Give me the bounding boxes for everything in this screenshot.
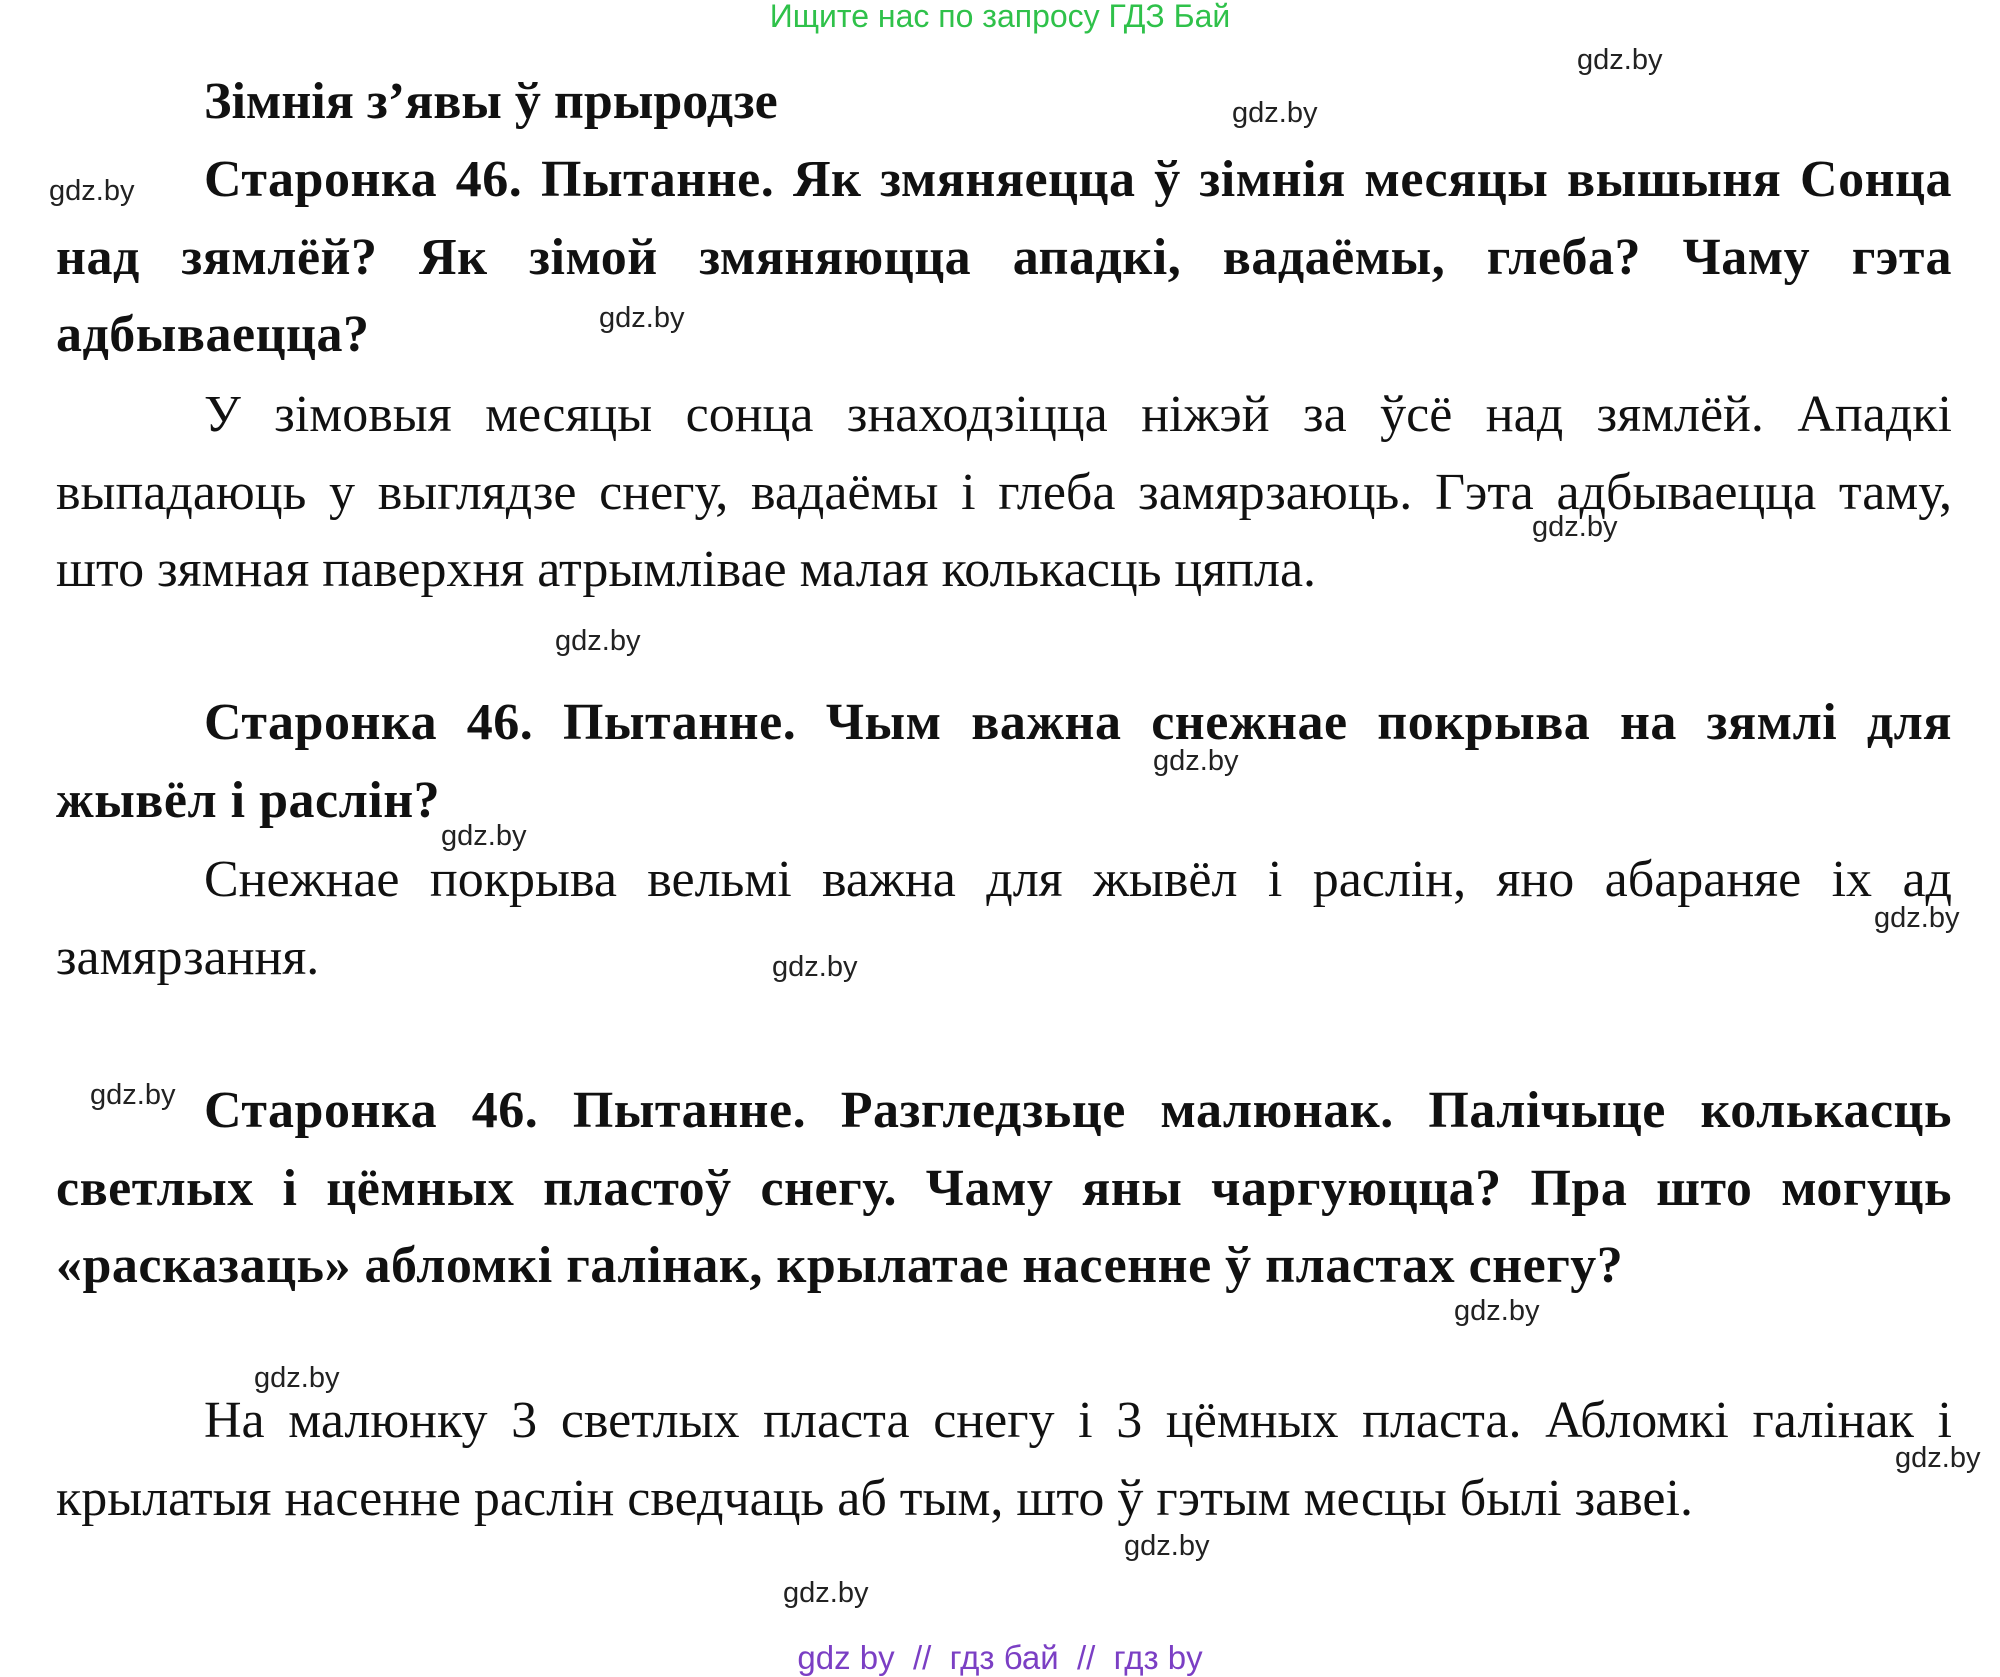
watermark: gdz.by (254, 1362, 340, 1394)
watermark: gdz.by (1454, 1295, 1540, 1327)
answer-3: На малюнку 3 светлых пласта снегу і 3 цёмных пласта. Абломкі галінак і крылатыя насенне раслін сведчаць аб тым, што ў гэтым месцы былі завеі. (56, 1392, 1952, 1527)
question-2: Старонка 46. Пытанне. Чым важна снежнае покрыва на зямлі для жывёл і раслін? (56, 694, 1952, 829)
top-banner: Ищите нас по запросу ГДЗ Бай (769, 0, 1231, 34)
watermark: gdz.by (49, 175, 135, 207)
footer-links: gdz by // гдз бай // гдз by (797, 1639, 1203, 1676)
watermark: gdz.by (555, 625, 641, 657)
watermark: gdz.by (90, 1079, 176, 1111)
watermark: gdz.by (1895, 1442, 1981, 1474)
watermark: gdz.by (1124, 1530, 1210, 1562)
watermark: gdz.by (783, 1577, 869, 1609)
watermark: gdz.by (1232, 97, 1318, 129)
answer-1: У зімовыя месяцы сонца знаходзіцца ніжэй за ўсё над зямлёй. Ападкі выпадаюць у выглядзе снегу, вадаёмы і глеба замярзаюць. Гэта адбываецца таму, што зямная паверхня атрымлівае малая колькасць цяпла. (56, 386, 1952, 598)
answer-2: Снежнае покрыва вельмі важна для жывёл і раслін, яно абараняе іх ад замярзання. (56, 851, 1952, 986)
page-title: Зімнія з’явы ў прыродзе (204, 73, 778, 130)
watermark: gdz.by (1153, 745, 1239, 777)
watermark: gdz.by (1874, 902, 1960, 934)
watermark: gdz.by (772, 951, 858, 983)
watermark: gdz.by (599, 302, 685, 334)
watermark: gdz.by (1532, 511, 1618, 543)
watermark: gdz.by (441, 820, 527, 852)
question-3: Старонка 46. Пытанне. Разгледзьце малюнак. Палічыце колькасць светлых і цёмных пластоў снегу. Чаму яны чаргуюцца? Пра што могуць «расказаць» абломкі галінак, крылатае насенне ў пластах снегу? (56, 1082, 1952, 1294)
watermark: gdz.by (1577, 44, 1663, 76)
question-1: Старонка 46. Пытанне. Як змяняецца ў зімнія месяцы вышыня Сонца над зямлёй? Як зімой змяняюцца ападкі, вадаёмы, глеба? Чаму гэта адбываецца? (56, 151, 1952, 363)
